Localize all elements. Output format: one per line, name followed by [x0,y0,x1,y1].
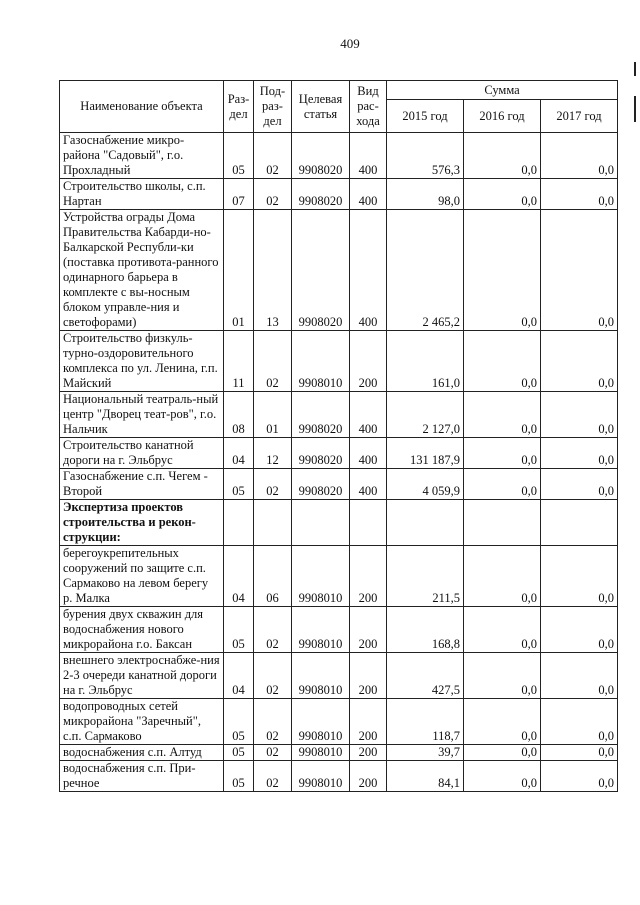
sum-2017-cell: 0,0 [541,653,618,699]
row-name-cell: Строительство физкуль-турно-оздоровительного комплекса по ул. Ленина, г.п. Майский [60,331,224,392]
sum-2016-cell: 0,0 [464,210,541,331]
vid-cell [350,500,387,546]
row-name-cell: внешнего электроснабже-ния 2-3 очереди канатной дороги на г. Эльбрус [60,653,224,699]
row-name-cell: водопроводных сетей микрорайона "Заречный", с.п. Сармаково [60,699,224,745]
sum-2015-cell: 39,7 [387,745,464,761]
header-2015: 2015 год [387,100,464,133]
row-name-cell: Национальный театраль-ный центр "Дворец теат-ров", г.о. Нальчик [60,392,224,438]
row-name-cell: Газоснабжение микро-района "Садовый", г.о. Прохладный [60,133,224,179]
podrazdel-cell: 02 [254,133,292,179]
sum-2015-cell: 168,8 [387,607,464,653]
razdel-cell: 05 [224,469,254,500]
sum-2015-cell: 118,7 [387,699,464,745]
sum-2017-cell: 0,0 [541,469,618,500]
podrazdel-cell: 02 [254,745,292,761]
header-podrazdel: Под-раз-дел [254,81,292,133]
razdel-cell: 04 [224,438,254,469]
sum-2017-cell: 0,0 [541,761,618,792]
sum-2016-cell: 0,0 [464,761,541,792]
sum-2016-cell: 0,0 [464,607,541,653]
target-cell: 9908020 [292,210,350,331]
podrazdel-cell: 01 [254,392,292,438]
sum-2017-cell: 0,0 [541,133,618,179]
sum-2016-cell [464,500,541,546]
target-cell: 9908020 [292,133,350,179]
header-target: Целевая статья [292,81,350,133]
razdel-cell: 01 [224,210,254,331]
sum-2017-cell: 0,0 [541,210,618,331]
podrazdel-cell: 02 [254,761,292,792]
header-vid: Вид рас-хода [350,81,387,133]
vid-cell: 200 [350,331,387,392]
row-name-cell: берегоукрепительных сооружений по защите с.п. Сармаково на левом берегу р. Малка [60,546,224,607]
table-row [60,210,618,331]
row-name-cell: бурения двух скважин для водоснабжения нового микрорайона г.о. Баксан [60,607,224,653]
razdel-cell: 04 [224,653,254,699]
sum-2016-cell: 0,0 [464,133,541,179]
podrazdel-cell: 02 [254,653,292,699]
table-row [60,500,618,546]
sum-2017-cell [541,500,618,546]
row-name-cell: Экспертиза проектов строительства и рекон-струкции: [60,500,224,546]
podrazdel-cell [254,500,292,546]
table-row [60,438,618,469]
sum-2016-cell: 0,0 [464,745,541,761]
row-name-cell: водоснабжения с.п. При-речное [60,761,224,792]
target-cell: 9908010 [292,546,350,607]
razdel-cell: 08 [224,392,254,438]
podrazdel-cell: 13 [254,210,292,331]
target-cell: 9908020 [292,392,350,438]
sum-2015-cell: 161,0 [387,331,464,392]
target-cell: 9908020 [292,469,350,500]
header-sum: Сумма [387,81,618,100]
row-name-cell: Строительство канатной дороги на г. Эльбрус [60,438,224,469]
vid-cell: 200 [350,653,387,699]
sum-2017-cell: 0,0 [541,546,618,607]
sum-2015-cell: 4 059,9 [387,469,464,500]
vid-cell: 400 [350,392,387,438]
page-number: 409 [340,36,360,51]
table-row [60,546,618,607]
razdel-cell: 05 [224,607,254,653]
table-row [60,745,618,761]
table-row [60,469,618,500]
sum-2015-cell: 427,5 [387,653,464,699]
target-cell [292,500,350,546]
podrazdel-cell: 02 [254,331,292,392]
sum-2016-cell: 0,0 [464,331,541,392]
target-cell: 9908010 [292,331,350,392]
podrazdel-cell: 06 [254,546,292,607]
sum-2017-cell: 0,0 [541,392,618,438]
vid-cell: 400 [350,210,387,331]
header-name: Наименование объекта [60,81,224,133]
razdel-cell: 11 [224,331,254,392]
row-name-cell: водоснабжения с.п. Алтуд [60,745,224,761]
vid-cell: 400 [350,133,387,179]
podrazdel-cell: 12 [254,438,292,469]
sum-2016-cell: 0,0 [464,438,541,469]
row-name-cell: Строительство школы, с.п. Нартан [60,179,224,210]
razdel-cell: 05 [224,761,254,792]
vid-cell: 200 [350,607,387,653]
sum-2015-cell [387,500,464,546]
vid-cell: 400 [350,179,387,210]
sum-2016-cell: 0,0 [464,546,541,607]
razdel-cell: 04 [224,546,254,607]
table-row [60,607,618,653]
razdel-cell: 05 [224,699,254,745]
sum-2017-cell: 0,0 [541,179,618,210]
sum-2016-cell: 0,0 [464,469,541,500]
sum-2015-cell: 211,5 [387,546,464,607]
sum-2017-cell: 0,0 [541,438,618,469]
header-2017: 2017 год [541,100,618,133]
sum-2015-cell: 2 465,2 [387,210,464,331]
target-cell: 9908010 [292,607,350,653]
page-edge-mark [634,62,636,76]
target-cell: 9908010 [292,761,350,792]
sum-2016-cell: 0,0 [464,179,541,210]
target-cell: 9908010 [292,653,350,699]
target-cell: 9908010 [292,745,350,761]
vid-cell: 400 [350,438,387,469]
table-row [60,392,618,438]
sum-2016-cell: 0,0 [464,653,541,699]
table-row [60,653,618,699]
row-name-cell: Газоснабжение с.п. Чегем - Второй [60,469,224,500]
sum-2015-cell: 98,0 [387,179,464,210]
sum-2015-cell: 131 187,9 [387,438,464,469]
razdel-cell: 05 [224,133,254,179]
target-cell: 9908010 [292,699,350,745]
table-row [60,133,618,179]
budget-table [59,80,618,792]
header-razdel: Раз-дел [224,81,254,133]
sum-2016-cell: 0,0 [464,392,541,438]
podrazdel-cell: 02 [254,699,292,745]
sum-2017-cell: 0,0 [541,331,618,392]
table-row [60,179,618,210]
razdel-cell [224,500,254,546]
sum-2015-cell: 576,3 [387,133,464,179]
vid-cell: 200 [350,699,387,745]
page-edge-mark [634,96,636,122]
table-row [60,331,618,392]
sum-2015-cell: 84,1 [387,761,464,792]
sum-2017-cell: 0,0 [541,607,618,653]
razdel-cell: 05 [224,745,254,761]
target-cell: 9908020 [292,179,350,210]
target-cell: 9908020 [292,438,350,469]
table-row [60,761,618,792]
razdel-cell: 07 [224,179,254,210]
table-row [60,699,618,745]
sum-2017-cell: 0,0 [541,699,618,745]
vid-cell: 200 [350,546,387,607]
header-2016: 2016 год [464,100,541,133]
row-name-cell: Устройства ограды Дома Правительства Кабарди-но-Балкарской Республи-ки (поставка противота-ранного одинарного барьера в комплекте с вы-носным блоком управле-ния и светофорами) [60,210,224,331]
podrazdel-cell: 02 [254,607,292,653]
podrazdel-cell: 02 [254,179,292,210]
vid-cell: 400 [350,469,387,500]
sum-2017-cell: 0,0 [541,745,618,761]
sum-2015-cell: 2 127,0 [387,392,464,438]
podrazdel-cell: 02 [254,469,292,500]
vid-cell: 200 [350,761,387,792]
sum-2016-cell: 0,0 [464,699,541,745]
vid-cell: 200 [350,745,387,761]
